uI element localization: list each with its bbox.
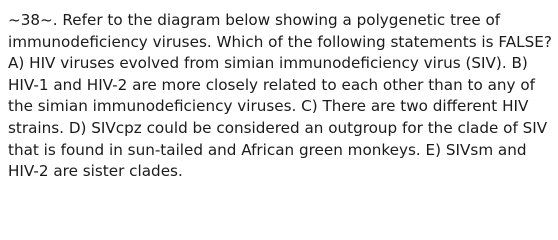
question-text: ~38~. Refer to the diagram below showing a polygenetic tree of immunodeficiency viruses. Which of the following statements is FALSE? A) HIV viruses evolved from simian immunodeficiency virus (SIV). B) HIV-1 and HIV-2 are more closely related to each other than to any of the simian immunodeficiency viruses. C) There are two different HIV strains. D) SIVcpz could be considered an outgroup for the clade of SIV that is found in sun-tailed and African green monkeys. E) SIVsm and HIV-2 are sister clades.	[8, 11, 552, 181]
